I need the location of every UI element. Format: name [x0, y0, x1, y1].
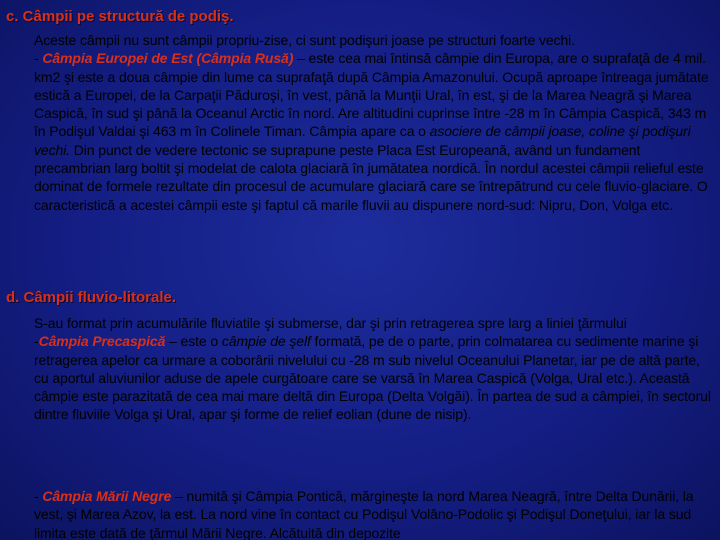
paragraph-text: – este o: [165, 333, 222, 350]
italic-phrase: câmpie de şelf: [221, 333, 311, 350]
list-dash: -: [34, 333, 39, 350]
term-east-european-plain: Câmpia Europei de Est (Câmpia Rusă): [42, 50, 294, 67]
paragraph-text: Din punct de vedere tectonic se suprapune peste Placa Est Europeană, având un fundament precambrian larg boltit şi modelat de calota glaciară în jumătatea nordică. În nordul acestei câmpii relieful este dominat de formele rezultate din procesul de acumulare glaciară care se întrepătrund cu cele fluvio-glaciare. O caracteristică a acestei câmpii este şi faptul că marile fluvii au dispunere nord-sud: Nipru, Don, Volga etc.: [34, 141, 708, 213]
paragraph-black-sea-plain: [34, 487, 714, 540]
paragraph-intro: Aceste câmpii nu sunt câmpii propriu-zise, ci sunt podişuri joase pe structuri foarte vechi.: [34, 32, 575, 48]
term-black-sea-plain: Câmpia Mării Negre: [42, 488, 172, 504]
paragraph-intro: S-au format prin acumulările fluviatile şi submerse, dar şi prin retragerea spre larg a liniei ţărmului: [34, 315, 627, 331]
paragraph-fluvio-littoral-plains: [34, 314, 714, 424]
list-dash: -: [34, 50, 43, 67]
paragraph-text: formată, pe de o parte, prin colmatarea cu sedimente marine şi retragerea apelor ca urmare a coborârii nivelului cu -28 m sub nivelul Oceanului Planetar, iar pe de altă parte, cu aportul aluviunilor aduse de apele curgătoare care se varsă în Marea Caspică (Volga, Ural etc.). Această câmpie este parazitată de cea mai mare deltă din Europa (Delta Volgăi). În partea de sud a câmpiei, în sectorul dintre fluviile Volga şi Ural, apar şi forme de relief eolian (dune de nisip).: [34, 333, 711, 423]
paragraph-text: – este cea mai întinsă câmpie din Europa, are o suprafaţă de 4 mil. km2 şi este a doua câmpie din lume ca suprafaţă după Câmpia Amazonului. Ocupă aproape întreaga jumătate estică a Europei, de la Carpaţii Păduroşi, în vest, până la Munţii Ural, în est, şi de la Marea Neagră şi Marea Caspică, în sud şi până la Oceanul Arctic în nord. Are altitudini cuprinse între -28 m în Câmpia Caspică, 343 m în Podişul Valdai şi 463 m în Colinele Timan. Câmpia apare ca o: [34, 50, 709, 140]
section-heading-d: d. Câmpii fluvio-litorale.: [6, 289, 177, 306]
paragraph-plains-on-plateau-structure: [34, 31, 714, 214]
paragraph-text: – numită şi Câmpia Pontică, mărgineşte la nord Marea Neagră, între Delta Dunării, la vest, şi Marea Azov, la est. La nord vine în contact cu Podişul Volâno-Podolic şi Podişul Doneţului, iar la sud limita este dată de ţărmul Mării Negre. Alcătuită din depozite: [34, 488, 694, 540]
italic-phrase: asociere de câmpii joase, coline şi podişuri vechi.: [34, 123, 691, 158]
list-dash: -: [34, 488, 43, 504]
term-caspian-depression: Câmpia Precaspică: [38, 333, 166, 350]
section-heading-c: c. Câmpii pe structură de podiş.: [6, 8, 234, 25]
